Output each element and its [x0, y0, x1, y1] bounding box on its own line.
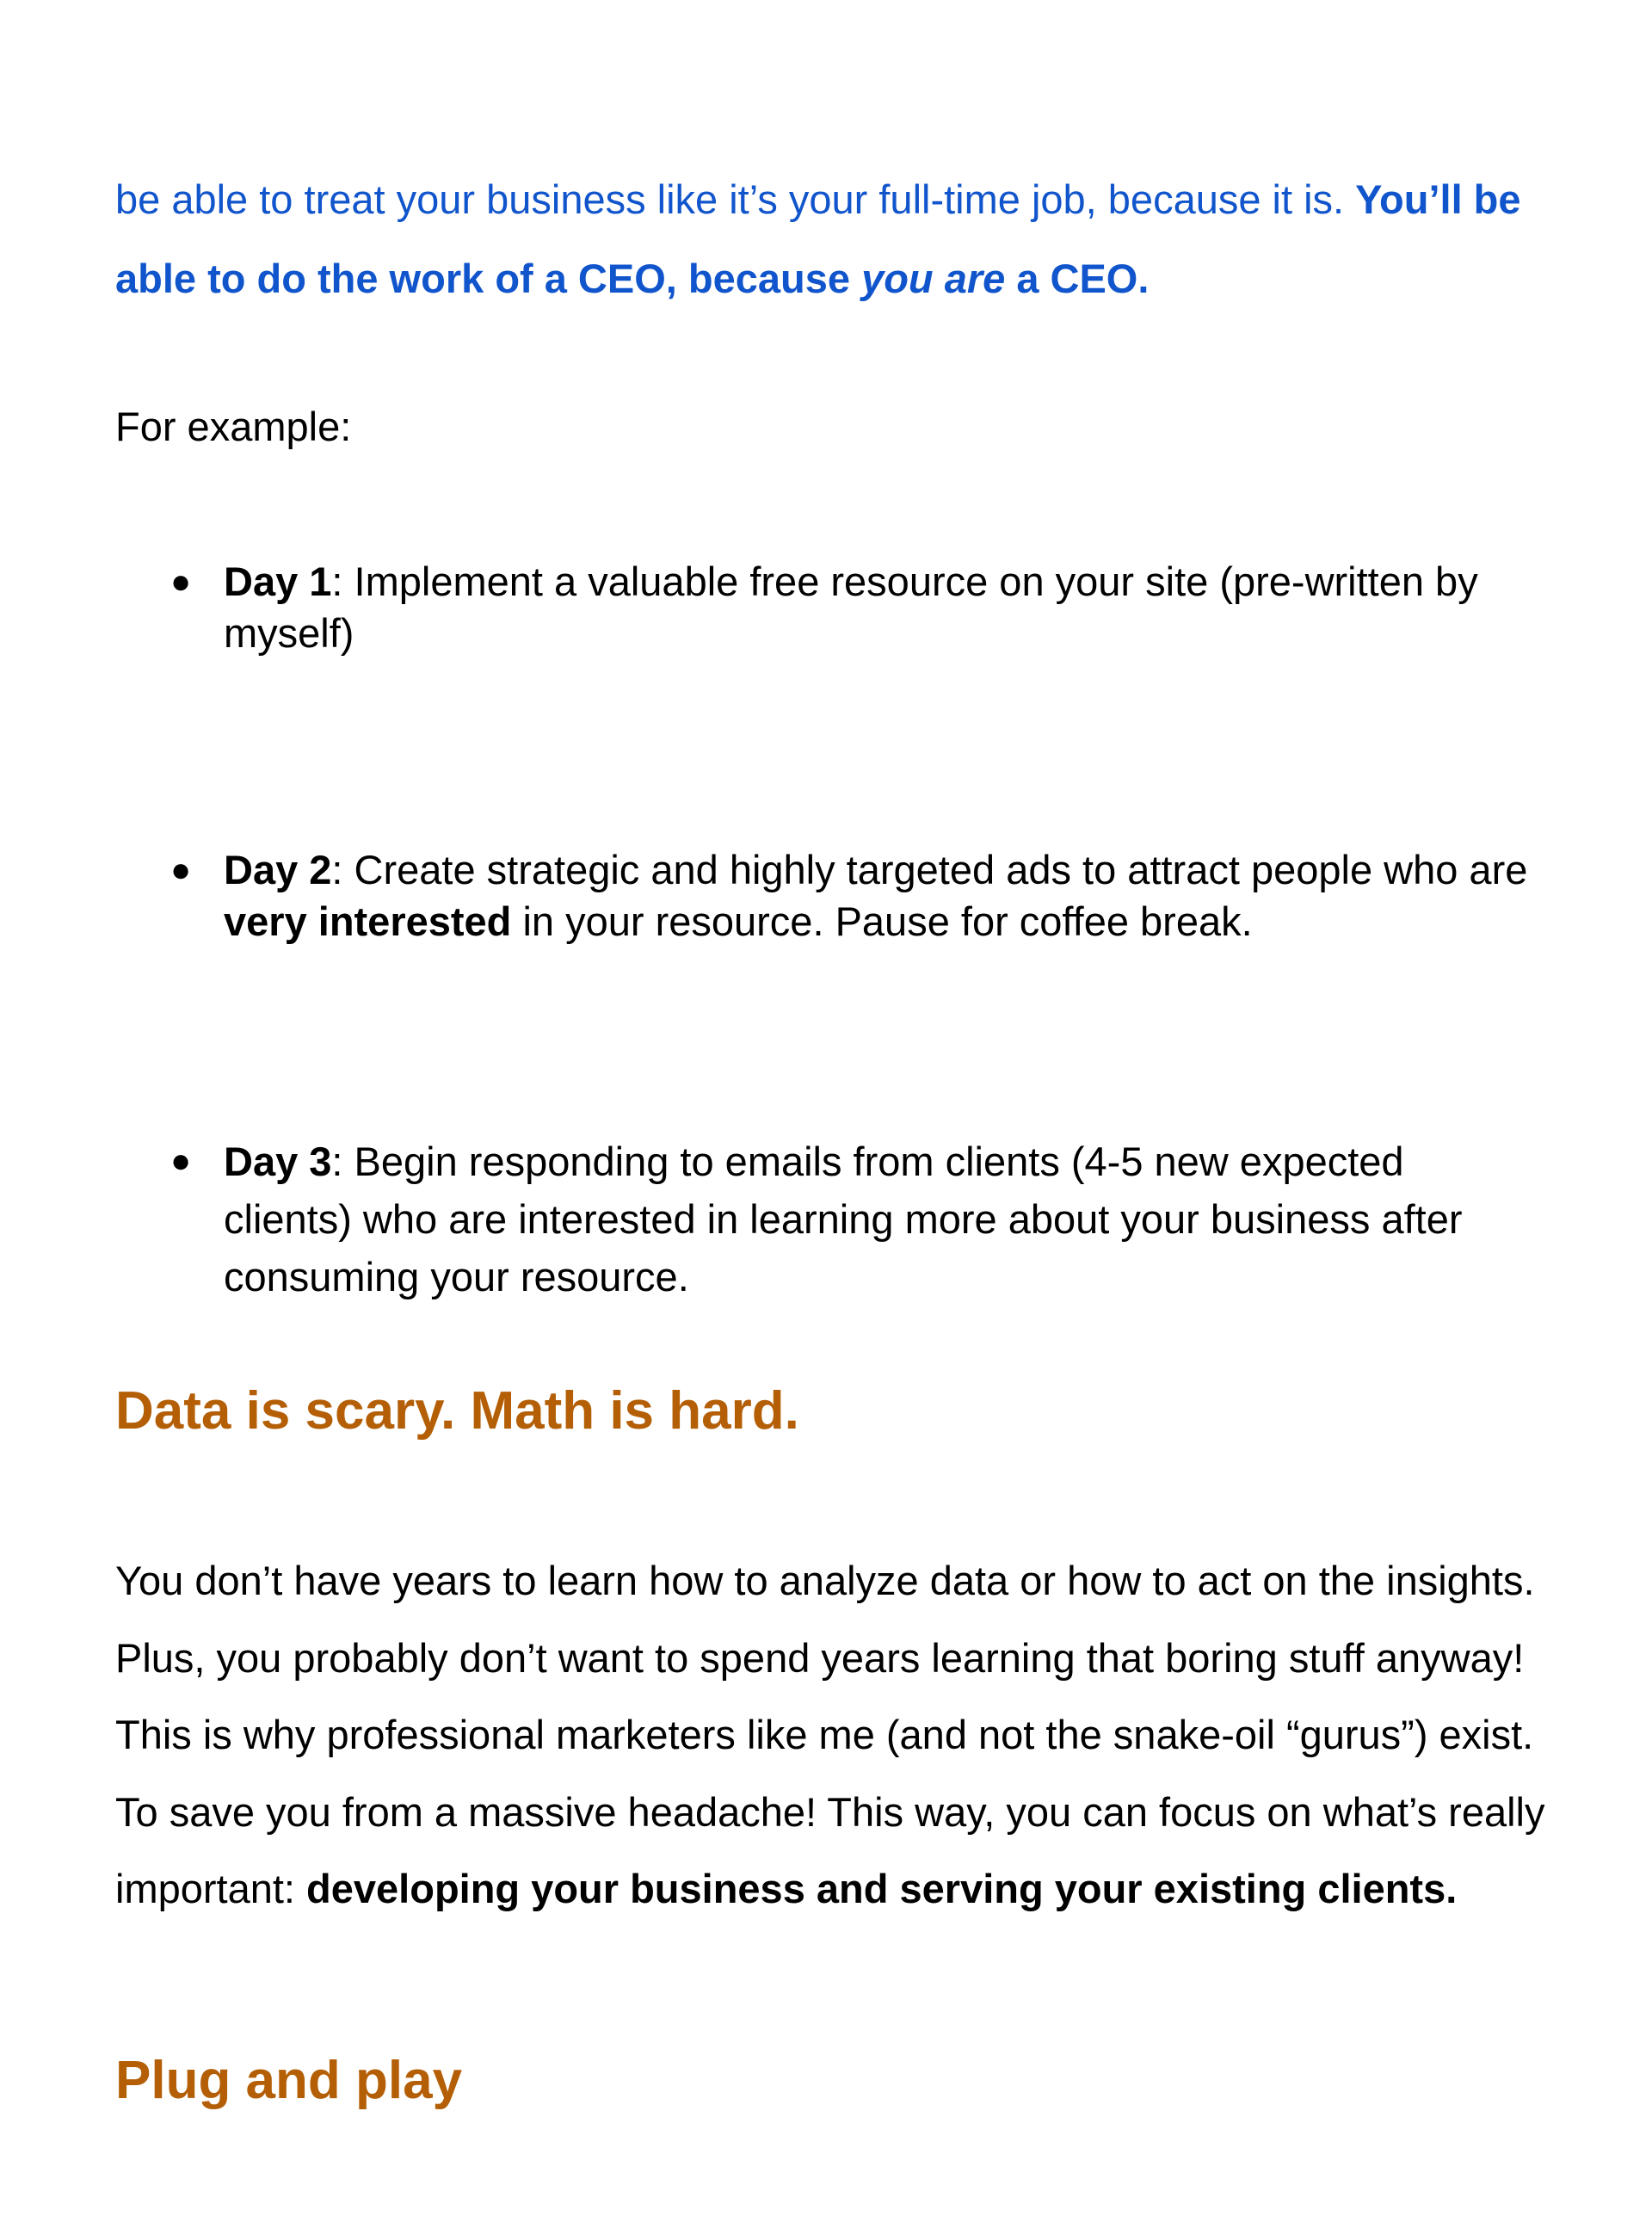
- list-item-day-3: [170, 1133, 1532, 1306]
- list-item-day-2: [170, 844, 1532, 948]
- list-item-label: Day 3: [224, 1139, 332, 1184]
- list-item-label: Day 2: [224, 847, 332, 892]
- section-heading-data-is-scary: Data is scary. Math is hard.: [115, 1381, 799, 1441]
- bullet-icon: ●: [170, 851, 192, 889]
- list-item-text-end: in your resource. Pause for coffee break.: [511, 898, 1253, 944]
- list-item-text: : Begin responding to emails from clients (4-5 new expected clients) who are interested in learning more about your business after consuming your resource.: [224, 1139, 1463, 1299]
- intro-paragraph: [115, 160, 1561, 318]
- list-item-text: : Create strategic and highly targeted ads to attract people who are: [331, 847, 1528, 892]
- bullet-icon: ●: [170, 563, 192, 601]
- intro-bold-start: You’ll be able to do the work of a CEO, because: [115, 176, 1521, 301]
- list-item-label: Day 1: [224, 559, 332, 604]
- list-item-text: : Implement a valuable free resource on your site (pre-written by myself): [224, 559, 1478, 656]
- intro-plain-text: be able to treat your business like it’s your full-time job, because it is.: [115, 176, 1356, 222]
- list-item-day-1: [170, 556, 1532, 659]
- list-item-bold-text: very interested: [224, 898, 512, 944]
- bullet-icon: ●: [170, 1142, 192, 1180]
- section-body-bold-text: developing your business and serving your existing clients.: [306, 1866, 1458, 1911]
- intro-bold-end: a CEO.: [1005, 256, 1150, 301]
- section-body-paragraph: [115, 1542, 1561, 1928]
- section-heading-plug-and-play: Plug and play: [115, 2051, 463, 2110]
- intro-bold-italic: you are: [861, 256, 1006, 301]
- for-example-text: For example:: [115, 404, 352, 449]
- section-body-text: You don’t have years to learn how to analyze data or how to act on the insights. Plus, you probably don’t want to spend years learning that boring stuff anyway! This is why professional marketers like me (and not the snake-oil “gurus”) exist. To save you from a massive headache! This way, you can focus on what’s really important:: [115, 1558, 1545, 1911]
